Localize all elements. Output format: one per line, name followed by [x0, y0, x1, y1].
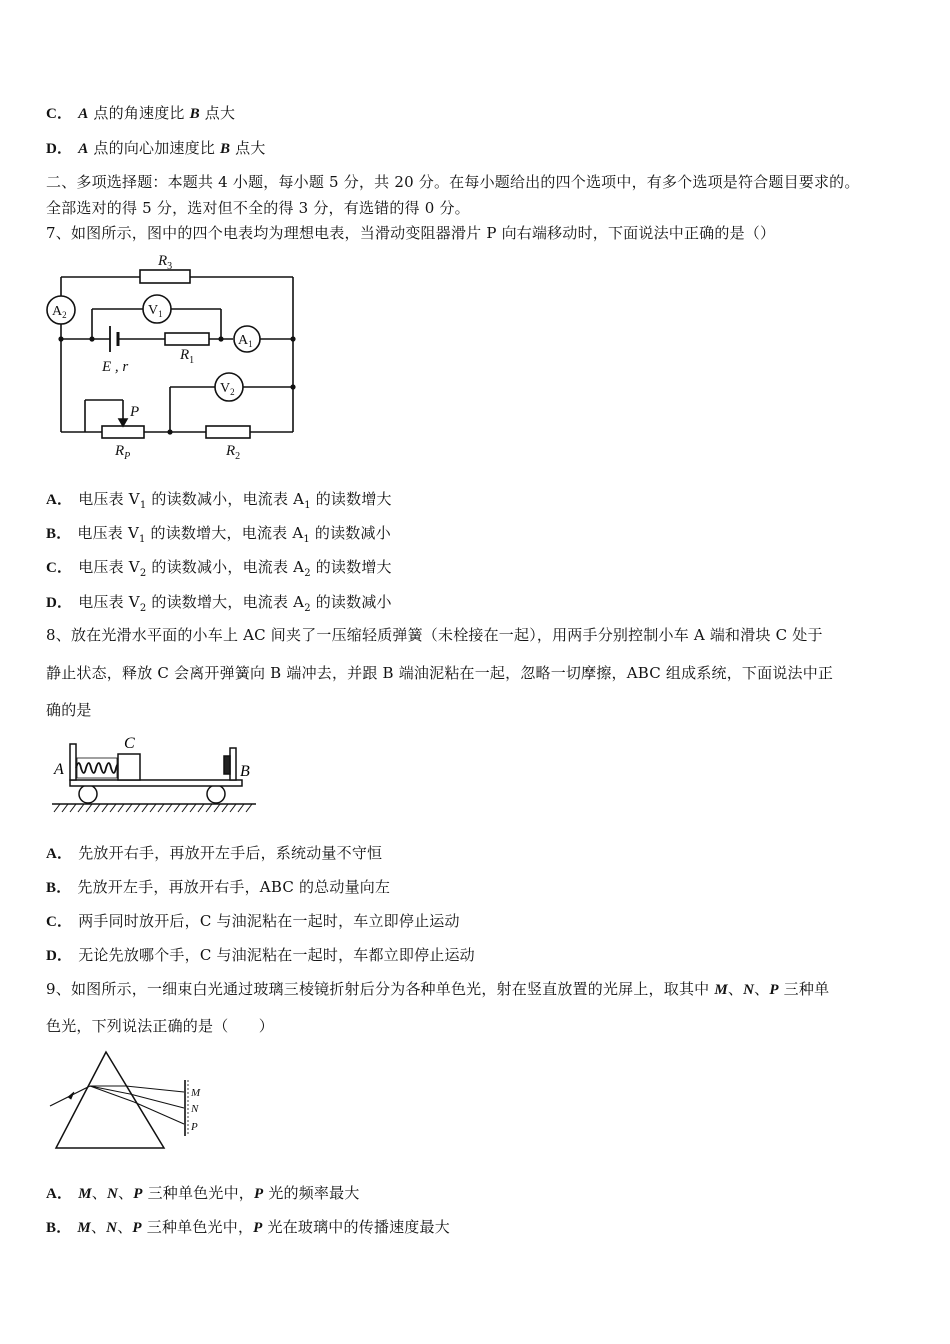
label-v1: $V_1$: [148, 303, 163, 319]
q7-option-a: A． 电压表 $V_1$ 的读数减小，电流表 $A_1$ 的读数增大: [46, 490, 392, 511]
label-rp: $R_P$: [115, 443, 131, 462]
left-wheel: [79, 785, 97, 803]
ray-p: [134, 1102, 184, 1124]
label-a1: $A_1$: [238, 333, 253, 349]
block-c: [118, 754, 140, 780]
q8-stem-line2: 静止状态，释放 C 会离开弹簧向 B 端冲去，并跟 B 端油泥粘在一起，忽略一切摩擦，ABC 组成系统，下面说法中正: [46, 664, 834, 682]
q8-option-a: A． 先放开右手，再放开左手后，系统动量不守恒: [46, 844, 383, 862]
label-r1: $R_1$: [180, 347, 195, 366]
cart-body: [70, 780, 242, 786]
label-r2: $R_2$: [226, 443, 241, 462]
ray-m: [126, 1086, 184, 1092]
label-p: P: [191, 1121, 198, 1133]
q7-option-d: D． 电压表 $V_2$ 的读数增大，电流表 $A_2$ 的读数减小: [46, 593, 392, 614]
label-a: A: [54, 761, 64, 778]
putty: [224, 756, 230, 774]
r2-resistor: [206, 426, 250, 438]
q9-option-b: B． M、N、P 三种单色光中，P 光在玻璃中的传播速度最大: [46, 1218, 450, 1236]
section-heading-line2: 全部选对的得 5 分，选对但不全的得 3 分，有选错的得 0 分。: [46, 199, 470, 217]
rp-rheostat: [102, 426, 144, 438]
r3-resistor: [140, 270, 190, 283]
q8-option-c: C． 两手同时放开后，C 与油泥粘在一起时，车立即停止运动: [46, 912, 460, 930]
q8-cart-diagram: [46, 728, 266, 828]
label-a2: $A_2$: [52, 304, 67, 320]
section-heading-line1: 二、多项选择题：本题共 4 小题，每小题 5 分，共 20 分。在每小题给出的四个选项中，有多个选项是符合题目要求的。: [46, 173, 860, 191]
label-v2: $V_2$: [220, 381, 235, 397]
right-wheel: [207, 785, 225, 803]
q7-stem: 7、如图所示，图中的四个电表均为理想电表，当滑动变阻器滑片 P 向右端移动时，下面说法中正确的是（）: [46, 224, 776, 242]
q7-option-c: C． 电压表 $V_2$ 的读数减小，电流表 $A_2$ 的读数增大: [46, 558, 392, 579]
label-p: P: [130, 404, 140, 420]
q9-stem-line1: 9、如图所示，一细束白光通过玻璃三棱镜折射后分为各种单色光，射在竖直放置的光屏上，取其中 M、N、P 三种单: [46, 980, 830, 998]
q7-option-b: B． 电压表 $V_1$ 的读数增大，电流表 $A_1$ 的读数减小: [46, 524, 391, 545]
q8-option-d: D． 无论先放哪个手，C 与油泥粘在一起时，车都立即停止运动: [46, 946, 475, 964]
q8-option-b: B． 先放开左手，再放开右手，ABC 的总动量向左: [46, 878, 391, 896]
q8-stem-line3: 确的是: [46, 701, 92, 719]
q7-circuit-diagram: [40, 244, 310, 464]
compressed-spring: [76, 763, 121, 773]
q9-stem-line2: 色光，下列说法正确的是（ ）: [46, 1017, 275, 1035]
option-c-prev: C． A 点的角速度比 B 点大: [46, 104, 236, 122]
label-n: N: [191, 1103, 199, 1115]
q9-prism-diagram: [46, 1046, 216, 1156]
cart-end-b: [230, 748, 236, 780]
label-c: C: [124, 735, 135, 752]
label-e-r: E , r: [102, 359, 129, 375]
glass-prism: [56, 1052, 164, 1148]
q8-stem-line1: 8、放在光滑水平面的小车上 AC 间夹了一压缩轻质弹簧（未栓接在一起），用两手分别控制小车 A 端和滑块 C 处于: [46, 626, 823, 644]
q9-option-a: A． M、N、P 三种单色光中，P 光的频率最大: [46, 1184, 360, 1202]
option-d-prev: D． A 点的向心加速度比 B 点大: [46, 139, 266, 157]
label-m: M: [191, 1087, 201, 1099]
cart-end-a: [70, 744, 76, 780]
r1-resistor: [165, 333, 209, 345]
label-r3: $R_3$: [158, 253, 173, 272]
label-b: B: [240, 763, 250, 780]
